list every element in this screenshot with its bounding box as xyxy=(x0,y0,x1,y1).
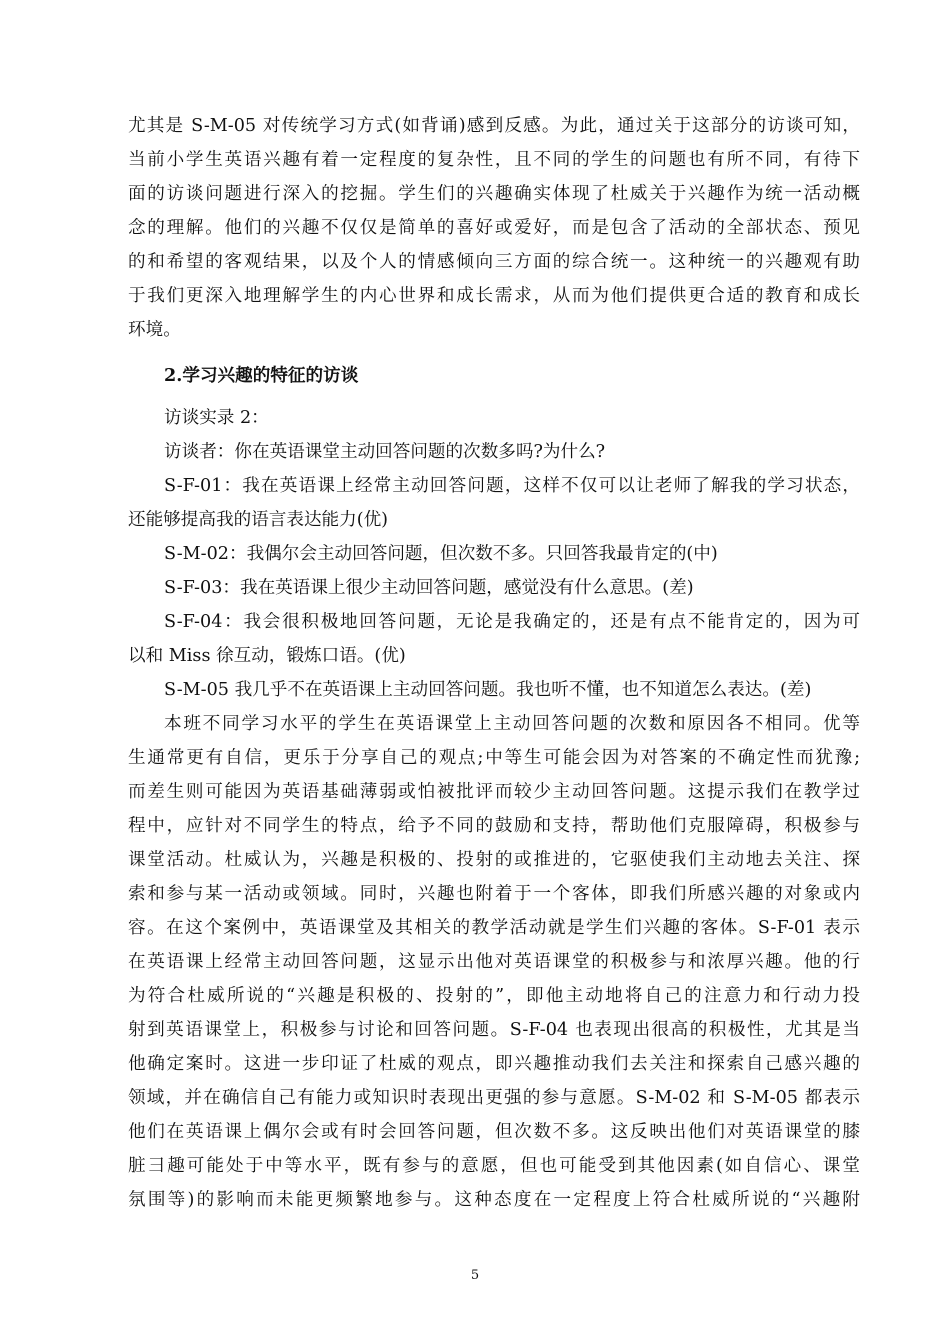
interviewer-question: 访谈者：你在英语课堂主动回答问题的次数多吗?为什么? xyxy=(164,442,606,462)
text-line: 环境。 xyxy=(128,320,181,340)
interview-label: 访谈实录 2： xyxy=(164,408,269,428)
text-line: 领域，并在确信自己有能力或知识时表现出更强的参与意愿。S-M-02 和 S-M-05 都表示 xyxy=(128,1088,860,1108)
text-line: 面的访谈问题进行深入的挖掘。学生们的兴趣确实体现了杜威关于兴趣作为统一活动概 xyxy=(128,184,860,204)
analysis-paragraph xyxy=(128,707,860,1217)
text-line: 在英语课上经常主动回答问题，这显示出他对英语课堂的积极参与和浓厚兴趣。他的行 xyxy=(128,952,860,972)
text-line: 程中，应针对不同学生的特点，给予不同的鼓励和支持，帮助他们克服障碍，积极参与 xyxy=(128,816,860,836)
text-line: 念的理解。他们的兴趣不仅仅是简单的喜好或爱好，而是包含了活动的全部状态、预见 xyxy=(128,218,860,238)
student-answer: S-M-02：我偶尔会主动回答问题，但次数不多。只回答我最肯定的(中) xyxy=(164,544,718,564)
text-line: 他确定案时。这进一步印证了杜威的观点，即兴趣推动我们去关注和探索自己感兴趣的 xyxy=(128,1054,860,1074)
student-answer: S-F-04：我会很积极地回答问题，无论是我确定的，还是有点不能肯定的，因为可 xyxy=(164,612,860,632)
section-heading: 2.学习兴趣的特征的访谈 xyxy=(164,365,359,386)
text-line: 课堂活动。杜威认为，兴趣是积极的、投射的或推进的，它驱使我们主动地去关注、探 xyxy=(128,850,860,870)
paragraph-continuation xyxy=(128,109,860,347)
student-answer: 以和 Miss 徐互动，锻炼口语。(优) xyxy=(128,646,406,666)
text-line: 的和希望的客观结果，以及个人的情感倾向三方面的综合统一。这种统一的兴趣观有助 xyxy=(128,252,860,272)
text-line: 于我们更深入地理解学生的内心世界和成长需求，从而为他们提供更合适的教育和成长 xyxy=(128,286,860,306)
text-line: 尤其是 S-M-05 对传统学习方式(如背诵)感到反感。为此，通过关于这部分的访谈可知， xyxy=(128,116,860,136)
text-line: 氛围等)的影响而未能更频繁地参与。这种态度在一定程度上符合杜威所说的“兴趣附 xyxy=(128,1190,860,1210)
text-line: 索和参与某一活动或领域。同时，兴趣也附着于一个客体，即我们所感兴趣的对象或内 xyxy=(128,884,860,904)
student-answer: S-F-03：我在英语课上很少主动回答问题，感觉没有什么意思。(差) xyxy=(164,578,694,598)
text-line: 他们在英语课上偶尔会或有时会回答问题，但次数不多。这反映出他们对英语课堂的膝 xyxy=(128,1122,860,1142)
text-line: 脏彐趣可能处于中等水平，既有参与的意愿，但也可能受到其他因素(如自信心、课堂 xyxy=(128,1156,860,1176)
text-line: 当前小学生英语兴趣有着一定程度的复杂性，且不同的学生的问题也有所不同，有待下 xyxy=(128,150,860,170)
text-line: 为符合杜威所说的“兴趣是积极的、投射的”，即他主动地将自己的注意力和行动力投 xyxy=(128,986,860,1006)
text-line: 而差生则可能因为英语基础薄弱或怕被批评而较少主动回答问题。这提示我们在教学过 xyxy=(128,782,860,802)
student-answer: S-M-05 我几乎不在英语课上主动回答问题。我也听不懂，也不知道怎么表达。(差) xyxy=(164,680,812,700)
student-answer: 还能够提高我的语言表达能力(优) xyxy=(128,510,389,530)
interview-record xyxy=(128,401,860,707)
text-line: 射到英语课堂上，积极参与讨论和回答问题。S-F-04 也表现出很高的积极性，尤其是当 xyxy=(128,1020,860,1040)
student-answer: S-F-01：我在英语课上经常主动回答问题，这样不仅可以让老师了解我的学习状态， xyxy=(164,476,860,496)
text-line: 容。在这个案例中，英语课堂及其相关的教学活动就是学生们兴趣的客体。S-F-01 表示 xyxy=(128,918,860,938)
text-line: 生通常更有自信，更乐于分享自己的观点;中等生可能会因为对答案的不确定性而犹豫; xyxy=(128,748,860,768)
text-line: 本班不同学习水平的学生在英语课堂上主动回答问题的次数和原因各不相同。优等 xyxy=(164,714,860,734)
page-number: 5 xyxy=(470,1268,480,1283)
